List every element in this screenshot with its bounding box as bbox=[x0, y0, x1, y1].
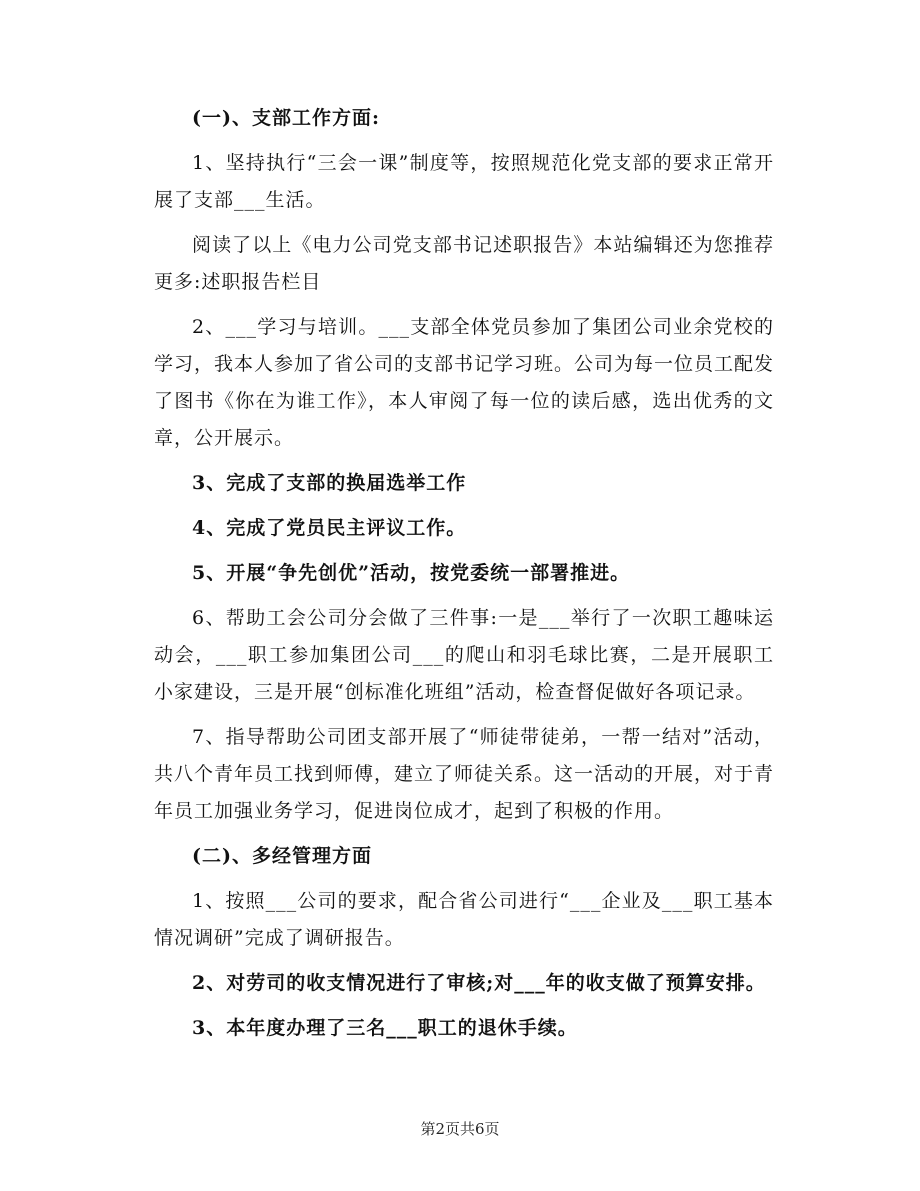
paragraph-management-item-1: 1、按照___公司的要求，配合省公司进行“___企业及___职工基本情况调研”完成了调研报告。 bbox=[154, 890, 774, 949]
paragraph-item-1: 1、坚持执行“三会一课”制度等，按照规范化党支部的要求正常开展了支部___生活。 bbox=[154, 152, 774, 211]
page-number-footer: 第2页共6页 bbox=[420, 1120, 500, 1138]
document-body bbox=[154, 100, 774, 1047]
paragraph-recommendation: 阅读了以上《电力公司党支部书记述职报告》本站编辑还为您推荐更多:述职报告栏目 bbox=[154, 234, 774, 293]
paragraph-item-2: 2、___学习与培训。___支部全体党员参加了集团公司业余党校的学习，我本人参加了省公司的支部书记学习班。公司为每一位员工配发了图书《你在为谁工作》，本人审阅了每一位的读后感，选出优秀的文章，公开展示。 bbox=[154, 316, 775, 449]
paragraph-item-4: 4、完成了党员民主评议工作。 bbox=[192, 517, 467, 539]
paragraph-item-3: 3、完成了支部的换届选举工作 bbox=[192, 472, 467, 494]
paragraph-management-item-2: 2、对劳司的收支情况进行了审核;对___年的收支做了预算安排。 bbox=[192, 972, 766, 994]
paragraph-item-6: 6、帮助工会公司分会做了三件事:一是___举行了一次职工趣味运动会，___职工参加集团公司___的爬山和羽毛球比赛，二是开展职工小家建设，三是开展“创标准化班组”活动，检查督促做好各项记录。 bbox=[154, 607, 774, 703]
section-heading-branch-work: (一)、支部工作方面: bbox=[192, 107, 380, 129]
section-heading-diversified-management: (二)、多经管理方面 bbox=[192, 845, 372, 867]
paragraph-item-7: 7、指导帮助公司团支部开展了“师徒带徒弟，一帮一结对”活动，共八个青年员工找到师傅，建立了师徒关系。这一活动的开展，对于青年员工加强业务学习，促进岗位成才，起到了积极的作用。 bbox=[154, 726, 775, 822]
paragraph-item-5: 5、开展“争先创优”活动，按党委统一部署推进。 bbox=[192, 562, 631, 584]
paragraph-management-item-3: 3、本年度办理了三名___职工的退休手续。 bbox=[192, 1017, 578, 1039]
